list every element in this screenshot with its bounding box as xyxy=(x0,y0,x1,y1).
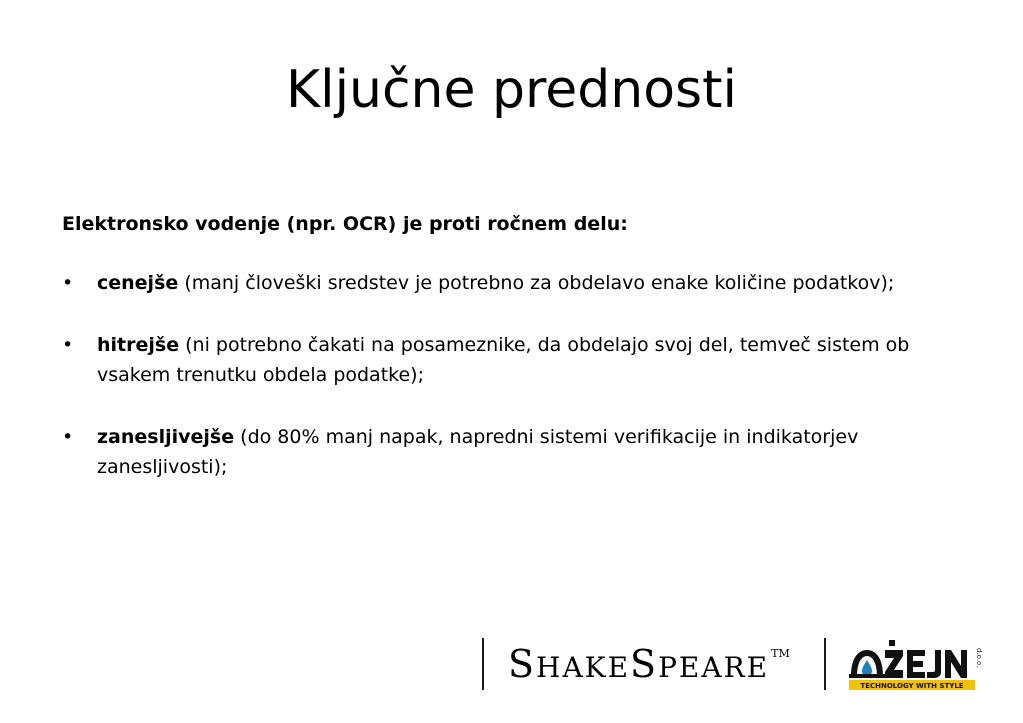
zejn-logo xyxy=(845,634,995,694)
bullet-text: (do 80% manj napak, napredni sistemi verifikacije in indikatorjev zanesljivosti); xyxy=(97,426,859,478)
bullet-term: cenejše xyxy=(97,272,179,294)
list-item xyxy=(62,422,962,482)
bullet-icon: • xyxy=(62,426,74,448)
bullet-term: zanesljivejše xyxy=(97,426,235,448)
bullet-icon: • xyxy=(62,334,74,356)
svg-text:TECHNOLOGY WITH STYLE: TECHNOLOGY WITH STYLE xyxy=(860,682,964,690)
list-item xyxy=(62,268,962,298)
bullet-term: hitrejše xyxy=(97,334,180,356)
water-drop-icon xyxy=(849,650,885,678)
bullet-icon: • xyxy=(62,272,74,294)
logo-letters: PEARE xyxy=(658,651,770,684)
bullet-text: (manj človeški sredstev je potrebno za obdelavo enake količine podatkov); xyxy=(178,272,895,294)
logo-letter: S xyxy=(630,642,659,686)
logo-letters: HAKE xyxy=(536,651,631,684)
trademark-mark: TM xyxy=(771,647,790,660)
footer xyxy=(0,630,1023,700)
shakespeare-logo xyxy=(508,642,790,692)
subheading: Elektronsko vodenje (npr. OCR) je proti ročnem delu: xyxy=(62,213,628,235)
list-item xyxy=(62,330,962,390)
svg-text:d.o.o.: d.o.o. xyxy=(975,648,983,668)
divider xyxy=(824,638,826,690)
divider xyxy=(482,638,484,690)
logo-letter: S xyxy=(508,642,537,686)
slide-title: Ključne prednosti xyxy=(286,60,737,120)
advantages-list xyxy=(62,268,962,514)
bullet-text: (ni potrebno čakati na posameznike, da obdelajo svoj del, temveč sistem ob vsakem trenutku obdela podatke); xyxy=(97,334,910,386)
